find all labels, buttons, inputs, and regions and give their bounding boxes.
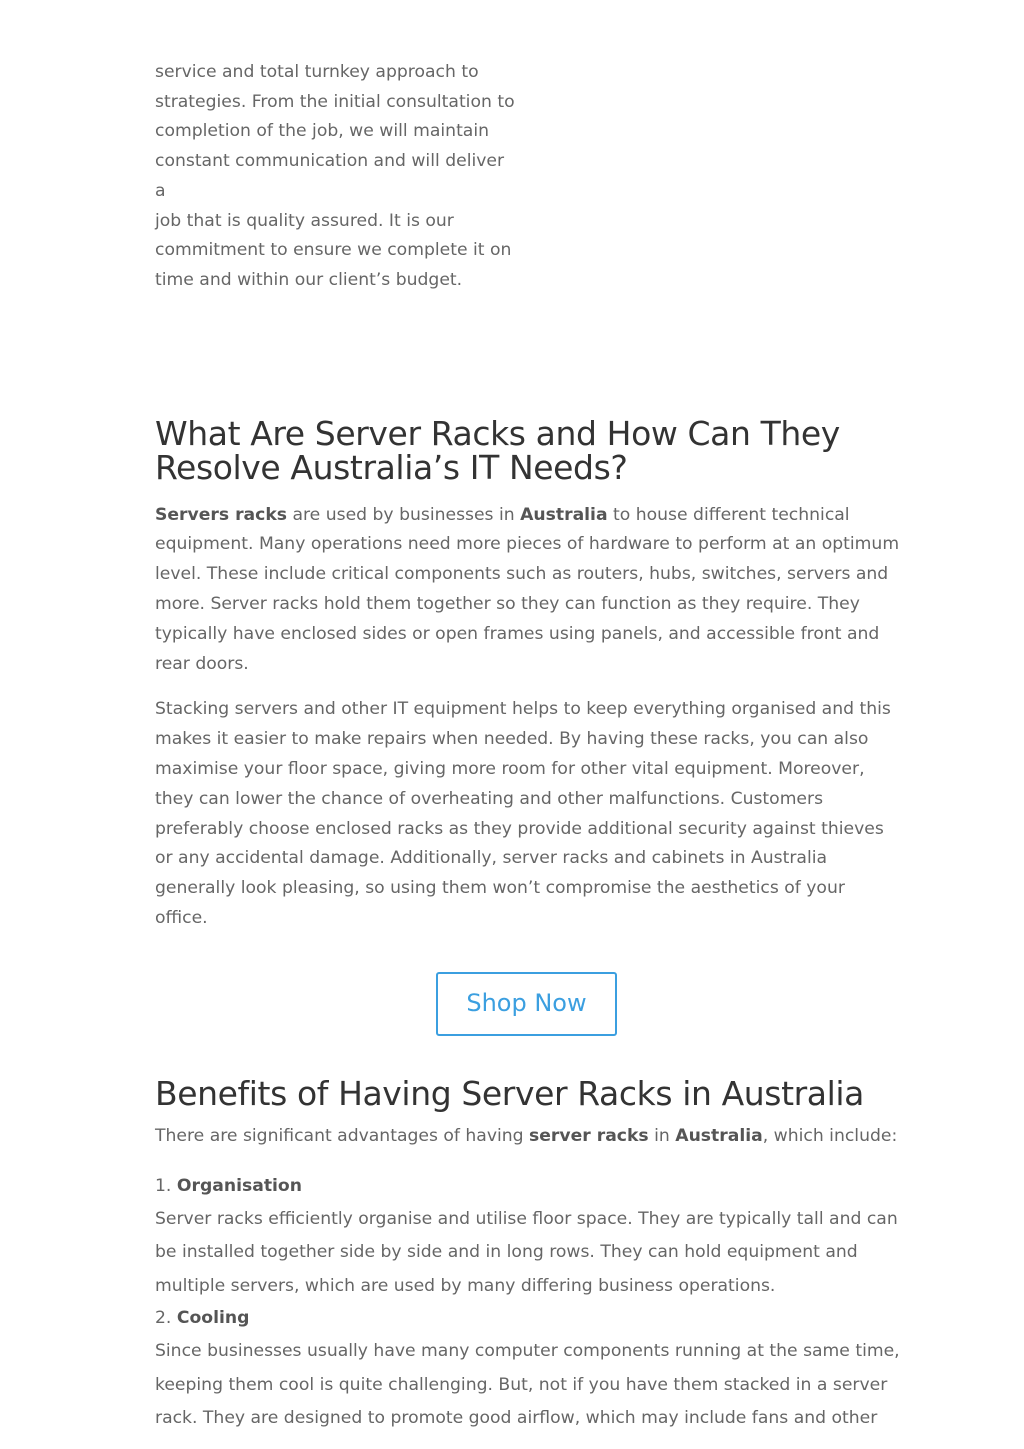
bold-text: Australia xyxy=(520,504,608,525)
heading-line: Resolve Australia’s IT Needs? xyxy=(155,447,628,487)
intro-line: service and total turnkey approach to xyxy=(155,62,479,82)
intro-line: job that is quality assured. It is our xyxy=(155,210,454,231)
benefit-item-body: Since businesses usually have many computer components running at the same time, keeping them cool is quite challenging. But, not if you have them stacked in a server rack. They are designed to promote good airflow, which may include fans and other xyxy=(155,1341,900,1429)
shop-now-button[interactable]: Shop Now xyxy=(436,972,617,1036)
benefit-item-title xyxy=(155,1171,900,1201)
benefit-item-body: Server racks efficiently organise and utilise floor space. They are typically tall and can be installed together side by side and in long rows. They can hold equipment and multiple servers, which are used by many differing business operations. xyxy=(155,1208,898,1296)
body-text: There are significant advantages of having xyxy=(155,1125,530,1146)
body-text: are used by businesses in xyxy=(287,504,521,525)
article-content xyxy=(155,58,900,1436)
intro-line: completion of the job, we will maintain xyxy=(155,121,490,142)
benefit-title: Organisation xyxy=(176,1175,302,1196)
bold-text: Australia xyxy=(675,1125,763,1146)
intro-line: constant communication and will deliver a xyxy=(155,151,505,201)
body-text: in xyxy=(648,1125,676,1146)
intro-line: strategies. From the initial consultation to xyxy=(155,91,515,112)
cta-container xyxy=(155,972,898,1036)
benefit-title: Cooling xyxy=(176,1308,250,1329)
bold-text: server racks xyxy=(529,1125,649,1146)
body-text: , which include: xyxy=(762,1125,898,1146)
server-racks-heading xyxy=(155,413,900,487)
heading-line: What Are Server Racks and How Can They xyxy=(155,413,840,453)
intro-line: commitment to ensure we complete it on xyxy=(155,240,512,261)
list-number: 1. xyxy=(155,1175,177,1196)
intro-line: time and within our client’s budget. xyxy=(155,269,463,290)
server-racks-paragraph-2: Stacking servers and other IT equipment helps to keep everything organised and this makes it easier to make repairs when needed. By having these racks, you can also maximise your floor space, giving more room for other vital equipment. Moreover, they can lower the chance of overheating and other malfunctions. Customers preferably choose enclosed racks as they provide additional security against thieves or any accidental damage. Additionally, server racks and cabinets in Australia generally look pleasing, so using them won’t compromise the aesthetics of your office. xyxy=(155,699,891,928)
bold-text: Servers racks xyxy=(155,504,287,525)
benefit-item-title xyxy=(155,1303,900,1333)
server-racks-paragraph-1 xyxy=(155,501,900,680)
benefits-heading: Benefits of Having Server Racks in Australia xyxy=(155,1073,864,1113)
body-text: to house different technical equipment. Many operations need more pieces of hardware to perform at an optimum level. These include critical components such as routers, hubs, switches, servers and more. Server racks hold them together so they can function as they require. They typically have enclosed sides or open frames using panels, and accessible front and rear doors. xyxy=(155,504,900,674)
intro-paragraph xyxy=(155,58,520,296)
benefits-intro-paragraph xyxy=(155,1122,900,1152)
list-number: 2. xyxy=(155,1308,177,1329)
